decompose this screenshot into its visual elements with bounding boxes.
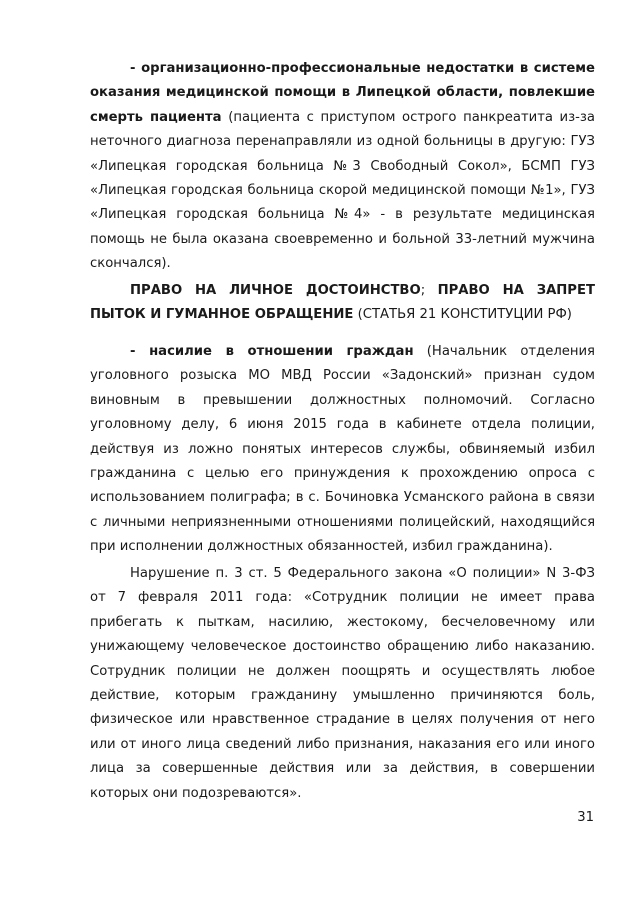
heading-part-one: ПРАВО НА ЛИЧНОЕ ДОСТОИНСТВО xyxy=(130,283,421,298)
paragraph-body: (Начальник отделения уголовного розыска МО МВД России «Задонский» признан судом виновным в превышении должностных полномочий. Согласно уголовному делу, 6 июня 2015 года в кабинете отдела полиции, действуя из ложно понятых интересов службы, обвиняемый избил гражданина с целью его принуждения к прохождению опроса с использованием полиграфа; в с. Бочиновка Усманского района в связи с личными неприязненными отношениями полицейский, находящийся при исполнении должностных обязанностей, избил гражданина). xyxy=(90,344,595,555)
paragraph-lead-bold: - насилие в отношении граждан xyxy=(130,344,414,359)
paragraph-medical-deficiencies xyxy=(90,57,595,277)
section-heading xyxy=(90,279,595,328)
paragraph-lead-bold: - организационно-профессиональные недостатки в системе оказания медицинской помощи в Липецкой области, повлекшие смерть пациента xyxy=(90,61,595,125)
paragraph-body: (пациента с приступом острого панкреатита из-за неточного диагноза перенаправляли из одной больницы в другую: ГУЗ «Липецкая городская больница №3 Свободный Сокол», БСМП ГУЗ «Липецкая городская больница скорой медицинской помощи №1», ГУЗ «Липецкая городская больница №4» - в результате медицинская помощь не была оказана своевременно и больной 33-летний мужчина скончался). xyxy=(90,109,595,272)
heading-part-two: ПРАВО НА ЗАПРЕТ ПЫТОК И ГУМАННОЕ ОБРАЩЕНИЕ xyxy=(90,283,595,323)
paragraph-violence xyxy=(90,340,595,560)
heading-separator: ; xyxy=(420,283,438,298)
page-number: 31 xyxy=(577,810,594,825)
heading-article-ref: (СТАТЬЯ 21 КОНСТИТУЦИИ РФ) xyxy=(353,307,572,323)
paragraph-police-law: Нарушение п. 3 ст. 5 Федерального закона «О полиции» N 3-ФЗ от 7 февраля 2011 года: «Сотрудник полиции не имеет права прибегать к пыткам, насилию, жестокому, бесчеловечному или унижающему человеческое достоинство обращению либо наказанию. Сотрудник полиции не должен поощрять и осуществлять любое действие, которым гражданину умышленно причиняются боль, физическое или нравственное страдание в целях получения от него или от иного лица сведений либо признания, наказания его или иного лица за совершенные действия или за действия, в совершении которых они подозреваются». xyxy=(90,566,595,801)
